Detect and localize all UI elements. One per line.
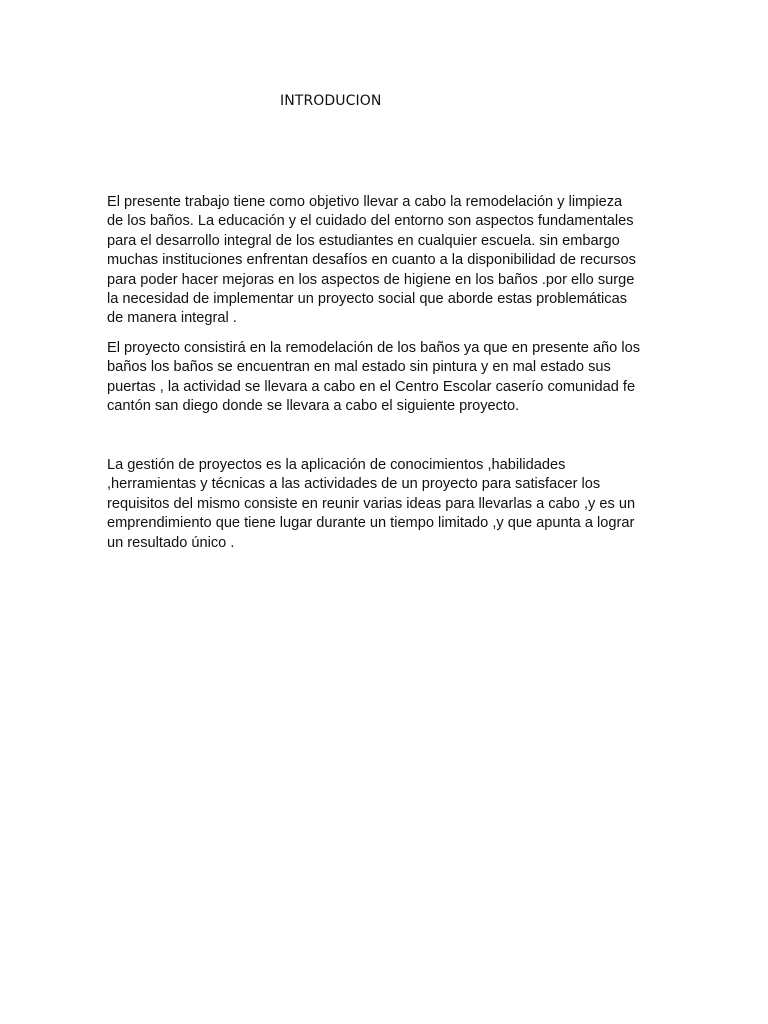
paragraph-line: muchas instituciones enfrentan desafíos en cuanto a la disponibilidad de recursos (107, 252, 636, 269)
paragraph-line: El presente trabajo tiene como objetivo llevar a cabo la remodelación y limpieza (107, 194, 623, 210)
paragraph-line: para el desarrollo integral de los estudiantes en cualquier escuela. sin embargo (107, 232, 620, 249)
paragraph-line: cantón san diego donde se llevara a cabo el siguiente proyecto. (107, 398, 520, 415)
paragraph-project-management (107, 456, 667, 553)
paragraph-intro (107, 193, 667, 329)
paragraph-line: requisitos del mismo consiste en reunir varias ideas para llevarlas a cabo ,y es un (107, 495, 636, 512)
paragraph-line: puertas , la actividad se llevara a cabo en el Centro Escolar caserío comunidad fe (107, 378, 636, 395)
paragraph-line: de los baños. La educación y el cuidado del entorno son aspectos fundamentales (107, 213, 634, 230)
paragraph-line: de manera integral . (107, 310, 237, 327)
paragraph-line: la necesidad de implementar un proyecto social que aborde estas problemáticas (107, 291, 628, 308)
paragraph-project (107, 339, 667, 417)
page-title: INTRODUCION (280, 93, 382, 109)
paragraph-line: un resultado único . (107, 534, 235, 551)
paragraph-line: La gestión de proyectos es la aplicación de conocimientos ,habilidades (107, 457, 566, 473)
paragraph-line: El proyecto consistirá en la remodelación de los baños ya que en presente año los (107, 340, 640, 356)
paragraph-line: ,herramientas y técnicas a las actividades de un proyecto para satisfacer los (107, 476, 601, 493)
paragraph-line: para poder hacer mejoras en los aspectos de higiene en los baños .por ello surge (107, 271, 635, 288)
paragraph-line: baños los baños se encuentran en mal estado sin pintura y en mal estado sus (107, 359, 611, 376)
paragraph-line: emprendimiento que tiene lugar durante un tiempo limitado ,y que apunta a lograr (107, 515, 635, 532)
